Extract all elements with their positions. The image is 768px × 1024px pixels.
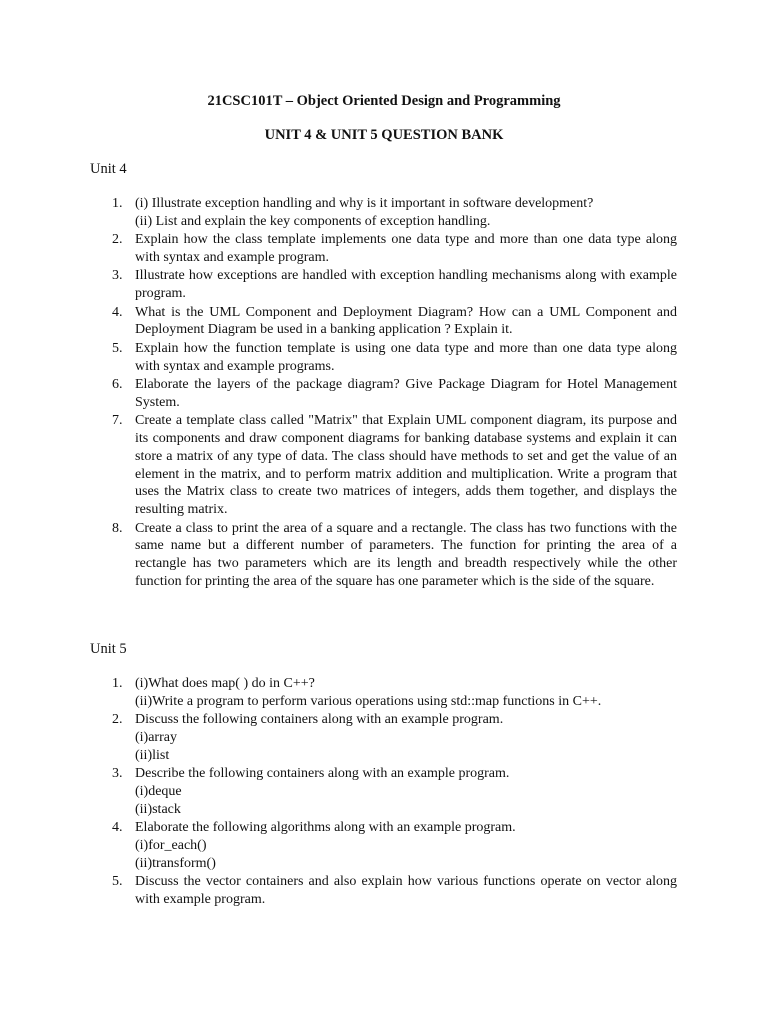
question-number: 3. — [112, 268, 123, 284]
question-number: 6. — [112, 376, 123, 392]
question-number: 2. — [112, 232, 123, 248]
question-line: (i) Illustrate exception handling and why is it important in software development? — [135, 196, 594, 211]
question-text: Explain how the function template is using one data type and more than one data type along with syntax and example programs. — [135, 340, 677, 374]
question-number: 1. — [112, 676, 123, 691]
question-number: 3. — [112, 766, 123, 782]
question-line: Elaborate the following algorithms along with an example program. — [135, 820, 516, 836]
question-number: 4. — [112, 820, 123, 836]
unit-4-heading: Unit 4 — [90, 161, 127, 177]
question-line: (i)array — [135, 729, 177, 745]
unit-5-question-list — [0, 675, 768, 909]
question-text: What is the UML Component and Deployment Diagram? How can a UML Component and Deployment Diagram be used in a banking application ? Explain it. — [135, 304, 677, 338]
question-text: Explain how the class template implements one data type and more than one data type along with syntax and example program. — [135, 232, 677, 265]
question-text: Create a class to print the area of a square and a rectangle. The class has two functions with the same name but a different number of parameters. The function for printing the area of a rectangle has two parameters which are its length and breadth respectively while the other function for printing the area of the square has one parameter which is the side of the square. — [135, 520, 677, 589]
question-number: 5. — [112, 340, 123, 356]
question-item — [0, 231, 677, 267]
question-item — [0, 340, 677, 376]
question-item — [0, 267, 677, 303]
question-number: 5. — [112, 874, 123, 890]
question-item — [0, 765, 677, 818]
question-item — [0, 304, 677, 340]
question-number: 1. — [112, 196, 123, 211]
question-text: Create a template class called "Matrix" that Explain UML component diagram, its purpose and its components and draw component diagrams for banking database systems and explain it can store a matrix of any type of data. The class should have methods to set and get the value of an element in the matrix, and to perform matrix addition and multiplication. Write a program that uses the Matrix class to create two matrices of integers, adds them together, and displays the resulting matrix. — [135, 413, 677, 518]
question-item — [0, 376, 677, 412]
question-item — [0, 675, 677, 711]
question-text: Illustrate how exceptions are handled with exception handling mechanisms along with example program. — [135, 268, 677, 302]
question-item — [0, 412, 677, 519]
question-line: (ii)Write a program to perform various operations using std::map functions in C++. — [135, 693, 602, 709]
unit-4-question-list — [0, 195, 768, 591]
question-number: 2. — [112, 712, 123, 728]
course-title: 21CSC101T – Object Oriented Design and Programming — [207, 93, 561, 109]
question-item — [0, 873, 677, 909]
question-bank-title: UNIT 4 & UNIT 5 QUESTION BANK — [264, 127, 504, 143]
unit-5-heading: Unit 5 — [90, 641, 127, 657]
question-line: (i)What does map( ) do in C++? — [135, 676, 315, 691]
question-text: Discuss the vector containers and also explain how various functions operate on vector along with example program. — [135, 874, 677, 907]
question-line: Describe the following containers along with an example program. — [135, 766, 510, 782]
question-line: (ii)transform() — [135, 855, 216, 871]
question-line: (ii)stack — [135, 801, 181, 817]
question-text: Elaborate the layers of the package diagram? Give Package Diagram for Hotel Management System. — [135, 376, 677, 410]
question-line: (ii)list — [135, 747, 170, 763]
question-number: 7. — [112, 413, 123, 429]
question-item — [0, 711, 677, 764]
question-number: 8. — [112, 520, 123, 536]
question-number: 4. — [112, 304, 123, 320]
question-item — [0, 520, 677, 591]
question-item — [0, 819, 677, 872]
question-line: (i)deque — [135, 783, 182, 799]
question-item — [0, 195, 677, 231]
question-line: (ii) List and explain the key components of exception handling. — [135, 213, 491, 229]
question-line: (i)for_each() — [135, 837, 207, 853]
question-line: Discuss the following containers along with an example program. — [135, 712, 504, 728]
